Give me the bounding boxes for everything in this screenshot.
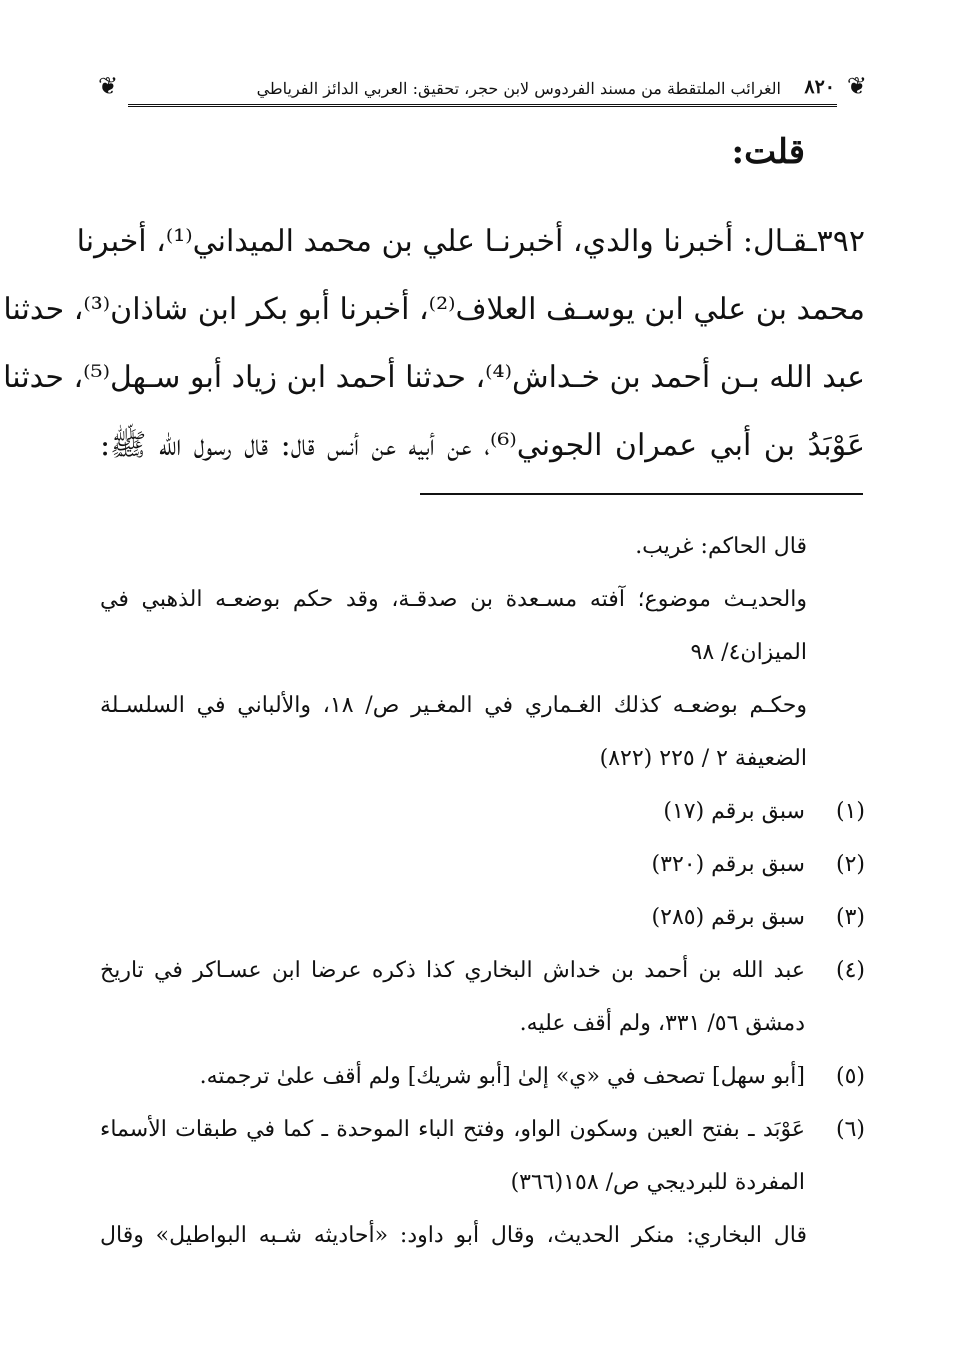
footnote-text: سبق برقم (٣٢٠) — [651, 852, 805, 877]
footnote-number: (٢) — [835, 852, 865, 877]
section-heading: قلت: — [731, 132, 805, 172]
footnote-text: [أبو سهل] تصحف في «ي» إلىٰ [أبو شريك] ولم أقف علىٰ ترجمته. — [199, 1064, 805, 1089]
footnote-3 — [100, 891, 865, 944]
footnote-number: (٣) — [835, 905, 865, 930]
body-line: محمد بن علي ابن يوسـف العلاف⁽²⁾، أخبرنا أبو بكر ابن شاذان⁽³⁾، حدثنا — [3, 292, 865, 327]
footnote-6 — [100, 1103, 865, 1209]
footnote-text: سبق برقم (١٧) — [663, 799, 805, 824]
note-line: قال الحاكم: غريب. — [635, 534, 807, 559]
footnote-text: عبد الله بن أحمد بن خداش البخاري كذا ذكره عرضا ابن عسـاكر في تاريخ — [100, 958, 805, 983]
footnote-number: (١) — [835, 799, 865, 824]
footnote-5 — [100, 1050, 865, 1103]
footnotes-section — [100, 520, 865, 1262]
note-line: وحكـم بوضعـه كذلك الغـماري في المغـير ص/ ١٨، والألباني في السلسـلة — [100, 693, 807, 718]
footnote-1 — [100, 785, 865, 838]
running-title: الغرائب الملتقطة من مسند الفردوس لابن حجر، تحقيق: العربي الدائز الفرياطي — [256, 79, 781, 98]
footnote-4 — [100, 944, 865, 1050]
running-header — [98, 72, 867, 112]
footnote-number: (٦) — [835, 1117, 865, 1142]
hadith-text — [3, 214, 865, 486]
footnote-number: (٤) — [835, 958, 865, 983]
body-line: ٣٩٢ـقـال: أخبرنا والدي، أخبرنـا علي بن محمد الميداني⁽¹⁾، أخبرنا — [76, 224, 865, 259]
footnote-text: دمشق ٥٦/ ٣٣١، ولم أقف عليه. — [519, 1011, 805, 1036]
footnote-text: سبق برقم (٢٨٥) — [651, 905, 805, 930]
header-rule — [128, 104, 837, 107]
note-line: الميزان٤/ ٩٨ — [690, 640, 807, 665]
footnote-text: المفردة للبرديجي ص/ ١٥٨(٣٦٦) — [510, 1170, 805, 1195]
body-line: عَوْبَدُ بن أبي عمران الجوني⁽⁶⁾، عن أبيه عن أنس قال: قال رسول الله ﷺ: — [100, 428, 865, 463]
footnote-separator — [420, 493, 863, 495]
flourish-ornament-left-icon: ❦ — [98, 72, 119, 100]
note-line: الضعيفة ٢ / ٢٢٥ (٨٢٢) — [599, 746, 807, 771]
footnote-2 — [100, 838, 865, 891]
footnote-number: (٥) — [835, 1064, 865, 1089]
page-number: ٨٢٠ — [804, 76, 835, 98]
footnote-text: عَوْبَد ـ بفتح العين وسكون الواو، وفتح الباء الموحدة ـ كما في طبقات الأسماء — [100, 1117, 805, 1142]
flourish-ornament-right-icon: ❦ — [846, 72, 867, 100]
note-line: والحديـث موضوع؛ آفته مسـعدة بن صدقـة، وقد حكم بوضعـه الذهبي في — [100, 587, 807, 612]
body-line: عبد الله بـن أحمد بن خـداش⁽⁴⁾، حدثنا أحمد ابن زياد أبو سـهل⁽⁵⁾، حدثنا — [3, 360, 865, 395]
note-line: قال البخاري: منكر الحديث، وقال أبو داود: «أحاديثه شـبه البواطيل» وقال — [100, 1223, 807, 1248]
